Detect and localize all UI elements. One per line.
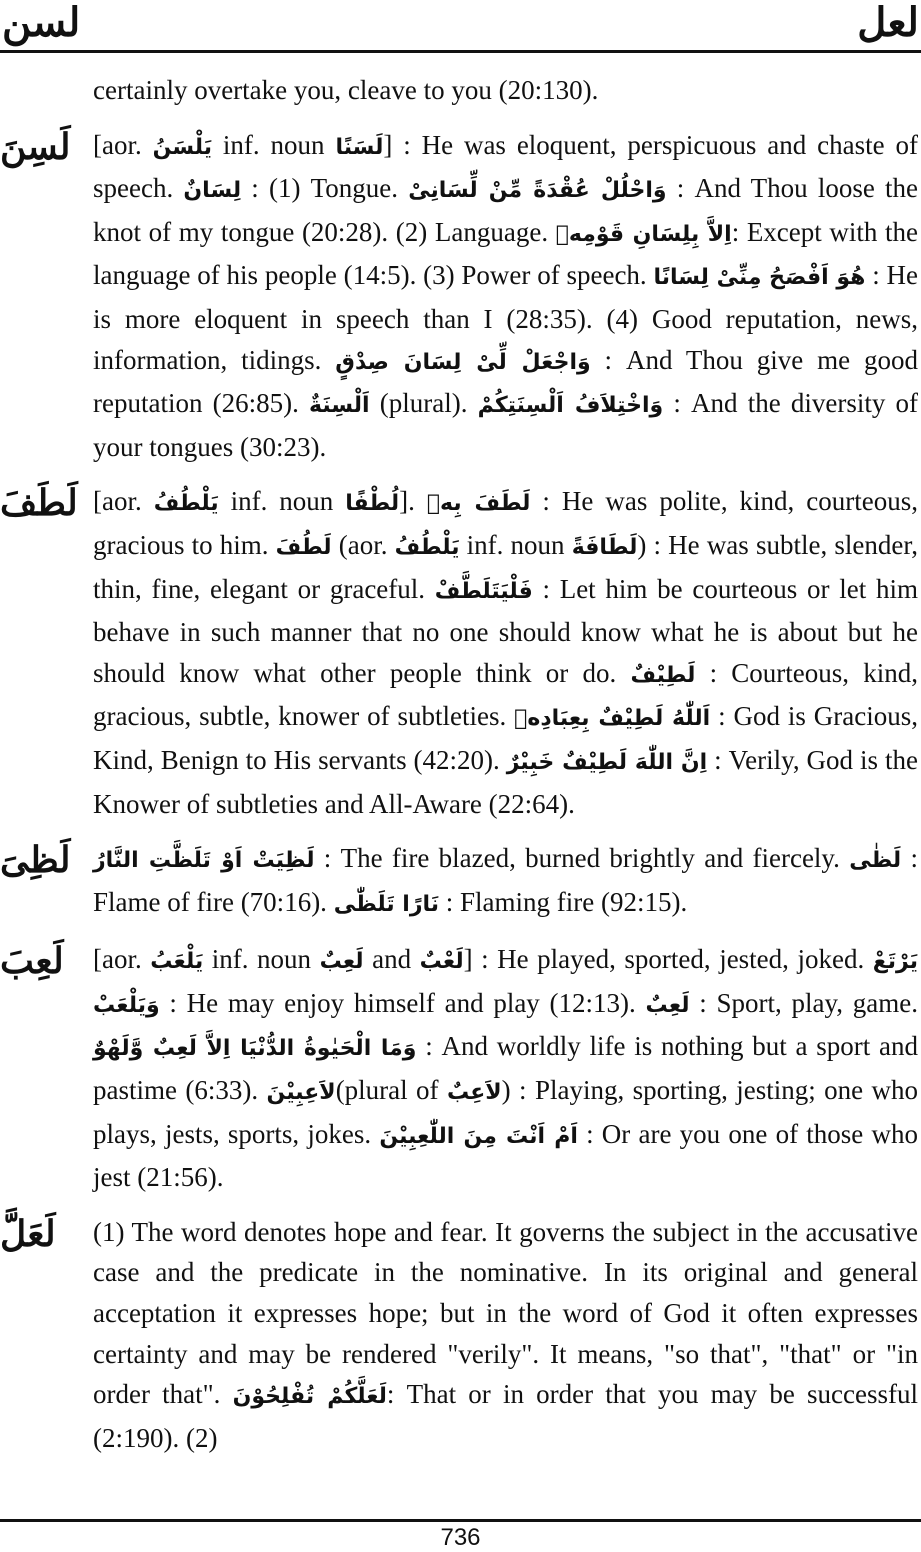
arabic-phrase: فَلْيَتَلَطَّفْ	[434, 578, 533, 604]
arabic-phrase: يَرْتَعْ وَيَلْعَبْ	[93, 949, 918, 1018]
top-rule	[0, 50, 921, 53]
entry-definition: [aor. يَلْعَبُ inf. noun لَعِبٌ and لَعْبٌ] : He played, sported, jested, joked. يَرْتَعْ وَيَلْعَبْ : He may enjoy himself and play (12:13). لَعِبٌ : Sport, play, game. وَمَا الْحَيٰوةُ الدُّنْيَا اِلاَّ لَعِبٌ وَّلَهْوٌ : And worldly life is nothing but a sport and pastime (6:33). لاَعِبِيْنَ(plural of لاَعِبٌ) : Playing, sporting, jesting; one who plays, jests, sports, jokes. اَمْ اَنْتَ مِنَ اللّٰعِبِيْنَ : Or are you one of those who jest (21:56).	[93, 944, 919, 1193]
header-left-word: لسن	[2, 0, 81, 45]
arabic-phrase: لاَعِبِيْنَ	[266, 1080, 336, 1106]
bottom-rule	[0, 1519, 921, 1522]
arabic-phrase: لاَعِبٌ	[446, 1080, 502, 1106]
entries-list	[0, 125, 919, 1459]
entry-definition: [aor. يَلْطُفُ inf. noun لُطْفًا]. لَطَفَ بِهٖ : He was polite, kind, courteous, gracious to him. لَطُفَ (aor. يَلْطُفُ inf. noun لَطَافَةً) : He was subtle, slender, thin, fine, elegant or graceful. فَلْيَتَلَطَّفْ : Let him be courteous or let him behave in such manner that no one should know what he is about but he should know what other people think or do. لَطِيْفٌ : Courteous, kind, gracious, subtle, knower of subtleties. اَللّٰهُ لَطِيْفٌ بِعِبَادِهٖ : God is Gracious, Kind, Benign to His servants (42:20). اِنَّ اللّٰهَ لَطِيْفٌ خَبِيْرٌ : Verily, God is the Knower of subtleties and All-Aware (22:64).	[93, 486, 919, 819]
entry-headword: لَظِىَ	[0, 840, 71, 881]
arabic-phrase: اَلْسِنَةٌ	[309, 393, 370, 419]
arabic-phrase: لَطُفَ	[275, 534, 332, 560]
arabic-phrase: لَظٰى	[849, 848, 902, 874]
dictionary-entry	[0, 481, 919, 824]
arabic-phrase: لَعْبٌ	[419, 949, 464, 975]
dictionary-entry	[0, 125, 919, 468]
arabic-phrase: اِلاَّ بِلِسَانِ قَوْمِهٖ	[555, 221, 732, 247]
arabic-phrase: وَاجْعَلْ لِّىْ لِسَانَ صِدْقٍ	[335, 349, 591, 375]
entry-headword: لَعَلَّ	[0, 1213, 56, 1254]
arabic-phrase: وَاحْلُلْ عُقْدَةً مِّنْ لِّسَانِىْ	[408, 178, 667, 204]
arabic-phrase: لَعِبٌ	[319, 949, 364, 975]
arabic-phrase: لَظِيَتْ اَوْ تَلَظَّتِ النَّارُ	[93, 848, 315, 874]
arabic-phrase: يَلْعَبُ	[150, 949, 204, 975]
arabic-phrase: اِنَّ اللّٰهَ لَطِيْفٌ خَبِيْرٌ	[506, 749, 708, 775]
entry-headword: لَعِبَ	[0, 941, 64, 982]
entry-definition: (1) The word denotes hope and fear. It governs the subject in the accusative case and the predicate in the nominative. In its original and general acceptation it expresses hope; but in the word of God it often expresses certainty and may be rendered "verily". It means, "so that", "that" or "in order that". لَعَلَّكُمْ تُفْلِحُوْنَ: That or in order that you may be successful (2:190). (2)	[93, 1216, 918, 1453]
dictionary-body	[0, 70, 919, 1472]
page-header	[0, 0, 921, 52]
dictionary-entry	[0, 1212, 918, 1459]
arabic-phrase: اَللّٰهُ لَطِيْفٌ بِعِبَادِهٖ	[514, 706, 711, 732]
arabic-phrase: لَطِيْفٌ	[630, 662, 696, 688]
arabic-phrase: لِسَانٌ	[183, 178, 242, 204]
arabic-phrase: نَارًا تَلَظّٰى	[333, 891, 440, 917]
entry-definition: [aor. يَلْسَنُ inf. noun لَسَنًا] : He was eloquent, perspicuous and chaste of speech. لِسَانٌ : (1) Tongue. وَاحْلُلْ عُقْدَةً مِّنْ لِّسَانِىْ : And Thou loose the knot of my tongue (20:28). (2) Language. اِلاَّ بِلِسَانِ قَوْمِهٖ: Except with the language of his people (14:5). (3) Power of speech. هُوَ اَفْصَحُ مِنِّىْ لِسَانًا : He is more eloquent in speech than I (28:35). (4) Good reputation, news, information, tidings. وَاجْعَلْ لِّىْ لِسَانَ صِدْقٍ : And Thou give me good reputation (26:85). اَلْسِنَةٌ (plural). وَاخْتِلاَفُ اَلْسِنَتِكُمْ : And the diversity of your tongues (30:23).	[93, 129, 919, 462]
arabic-phrase: لَعَلَّكُمْ تُفْلِحُوْنَ	[232, 1384, 387, 1410]
arabic-phrase: لَسَنًا	[335, 134, 384, 160]
arabic-phrase: يَلْطُفُ	[394, 534, 460, 560]
arabic-phrase: لُطْفًا	[345, 491, 400, 517]
arabic-phrase: يَلْسَنُ	[152, 134, 213, 160]
arabic-phrase: اَمْ اَنْتَ مِنَ اللّٰعِبِيْنَ	[379, 1123, 578, 1149]
arabic-phrase: وَمَا الْحَيٰوةُ الدُّنْيَا اِلاَّ لَعِبٌ وَّلَهْوٌ	[93, 1036, 417, 1062]
arabic-phrase: لَعِبٌ	[645, 992, 690, 1018]
page-number: 736	[440, 1524, 481, 1551]
entry-definition: لَظِيَتْ اَوْ تَلَظَّتِ النَّارُ : The fire blazed, burned brightly and fiercely. لَظٰى : Flame of fire (70:16). نَارًا تَلَظّٰى : Flaming fire (92:15).	[93, 843, 918, 917]
entry-headword: لَطَفَ	[0, 483, 78, 524]
arabic-phrase: هُوَ اَفْصَحُ مِنِّىْ لِسَانًا	[653, 265, 866, 291]
arabic-phrase: يَلْطُفُ	[153, 491, 219, 517]
arabic-phrase: لَطَافَةً	[571, 534, 638, 560]
arabic-phrase: وَاخْتِلاَفُ اَلْسِنَتِكُمْ	[477, 393, 664, 419]
continuation-text: certainly overtake you, cleave to you (20:130).	[93, 75, 599, 105]
dictionary-entry	[0, 838, 918, 925]
header-right-word: لعل	[857, 0, 919, 45]
entry-headword: لَسِنَ	[0, 126, 71, 167]
arabic-phrase: لَطَفَ بِهٖ	[426, 491, 531, 517]
dictionary-entry	[0, 939, 919, 1198]
